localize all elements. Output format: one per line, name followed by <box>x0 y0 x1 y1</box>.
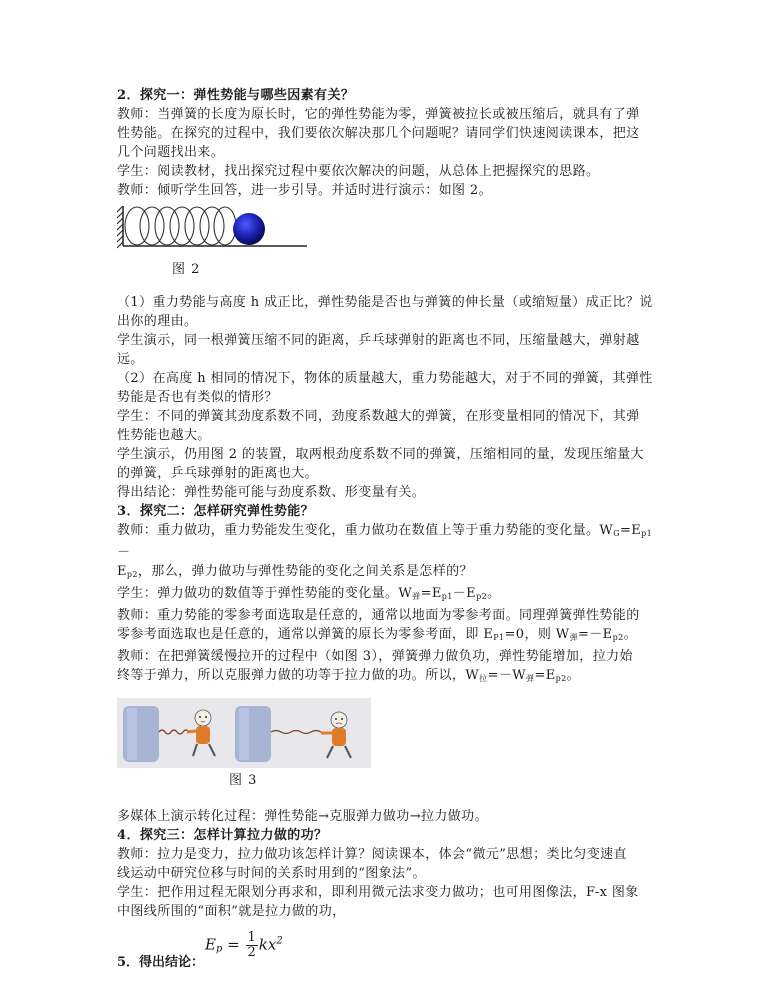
paragraph-line: 性势能。在探究的过程中，我们要依次解决那几个问题呢？请同学们快速阅读课本，把这 <box>117 126 640 141</box>
paragraph-line: 教师：重力势能的零参考面选取是任意的，通常以地面为零参考面。同理弹簧弹性势能的 <box>117 608 640 623</box>
figure-2-caption: 图 2 <box>172 262 201 277</box>
conclusion-line: 得出结论：弹性势能可能与劲度系数、形变量有关。 <box>117 485 426 500</box>
paragraph-line: 几个问题找出来。 <box>117 145 225 160</box>
paragraph-line: 性势能也越大。 <box>117 428 211 443</box>
question-1-line: 出你的理由。 <box>117 314 198 329</box>
question-2-line: （2）在高度 h 相同的情况下，物体的质量越大，重力势能越大，对于不同的弹簧，其弹性 <box>117 371 653 386</box>
paragraph-line: 终等于弹力，所以克服弹力做的功等于拉力做的功。所以，$W_拉=-W_弹=E_{p2}$。 <box>117 668 581 683</box>
spring-pull-illustration <box>117 698 371 768</box>
paragraph-line: 学生：把作用过程无限划分再求和，即利用微元法求变力做功；也可用图像法，F-x 图象 <box>117 885 639 900</box>
question-2-line: 势能是否也有类似的情形？ <box>117 390 278 405</box>
paragraph-line: 学生演示，同一根弹簧压缩不同的距离，乒乓球弹射的距离也不同，压缩量越大，弹射越 <box>117 333 640 348</box>
document-page <box>117 86 657 971</box>
paragraph-line: 学生：阅读教材，找出探究过程中要依次解决的问题，从总体上把握探究的思路。 <box>117 164 600 179</box>
paragraph-line: 教师：重力做功，重力势能发生变化，重力做功在数值上等于重力势能的变化量。$W_G=E_{p1}-$ <box>117 523 653 560</box>
spring-ball-illustration <box>117 204 417 264</box>
section-4-heading: 4．探究三：怎样计算拉力做的功？ <box>117 828 328 843</box>
paragraph-line: 教师：拉力是变力，拉力做功该怎样计算？阅读课本，体会“微元”思想；类比匀变速直 <box>117 847 627 862</box>
paragraph-line: 零参考面选取也是任意的，通常以弹簧的原长为零参考面，即 $E_{P1}=0$，则 $W_弹=-E_{p2}$。 <box>117 627 637 642</box>
paragraph-line: 线运动中研究位移与时间的关系时用到的“图象法”。 <box>117 866 426 881</box>
paragraph-line: 学生演示，仍用图 2 的装置，取两根劲度系数不同的弹簧，压缩相同的量，发现压缩量大 <box>117 447 644 462</box>
figure-2 <box>117 204 417 279</box>
paragraph-line: 教师：倾听学生回答，进一步引导。并适时进行演示：如图 2。 <box>117 183 493 198</box>
paragraph-line: 中图线所围的“面积”就是拉力做的功， <box>117 904 346 919</box>
elastic-potential-energy-formula: $E_p$ = $\frac{1}{2}$ $kx^2$ <box>205 930 283 960</box>
conclusion-formula-row <box>117 927 657 971</box>
section-3-heading: 3．探究二：怎样研究弹性势能？ <box>117 504 315 519</box>
paragraph-line: 的弹簧，乒乓球弹射的距离也大。 <box>117 466 319 481</box>
paragraph-line: 学生：弹力做功的数值等于弹性势能的变化量。$W_弹=E_{p1}-E_{p2}$。 <box>117 586 501 601</box>
paragraph-line: 教师：当弹簧的长度为原长时，它的弹性势能为零，弹簧被拉长或被压缩后，就具有了弹 <box>117 107 640 122</box>
section-2-heading: 2．探究一：弹性势能与哪些因素有关？ <box>117 88 355 103</box>
figure-3-caption: 图 3 <box>229 773 258 788</box>
paragraph-line: $E_{p2}$，那么，弹力做功与弹性势能的变化之间关系是怎样的？ <box>117 564 473 579</box>
figure-3 <box>117 698 657 793</box>
paragraph-line: 多媒体上演示转化过程：弹性势能→克服弹力做功→拉力做功。 <box>117 809 488 824</box>
paragraph-line: 学生：不同的弹簧其劲度系数不同，劲度系数越大的弹簧，在形变量相同的情况下，其弹 <box>117 409 640 424</box>
paragraph-line: 教师：在把弹簧缓慢拉开的过程中（如图 3），弹簧弹力做负功，弹性势能增加，拉力始 <box>117 649 633 664</box>
paragraph-line: 远。 <box>117 352 144 367</box>
section-5-heading: 5．得出结论： <box>117 955 205 970</box>
question-1-line: （1）重力势能与高度 h 成正比，弹性势能是否也与弹簧的伸长量（或缩短量）成正比？说 <box>117 295 653 310</box>
